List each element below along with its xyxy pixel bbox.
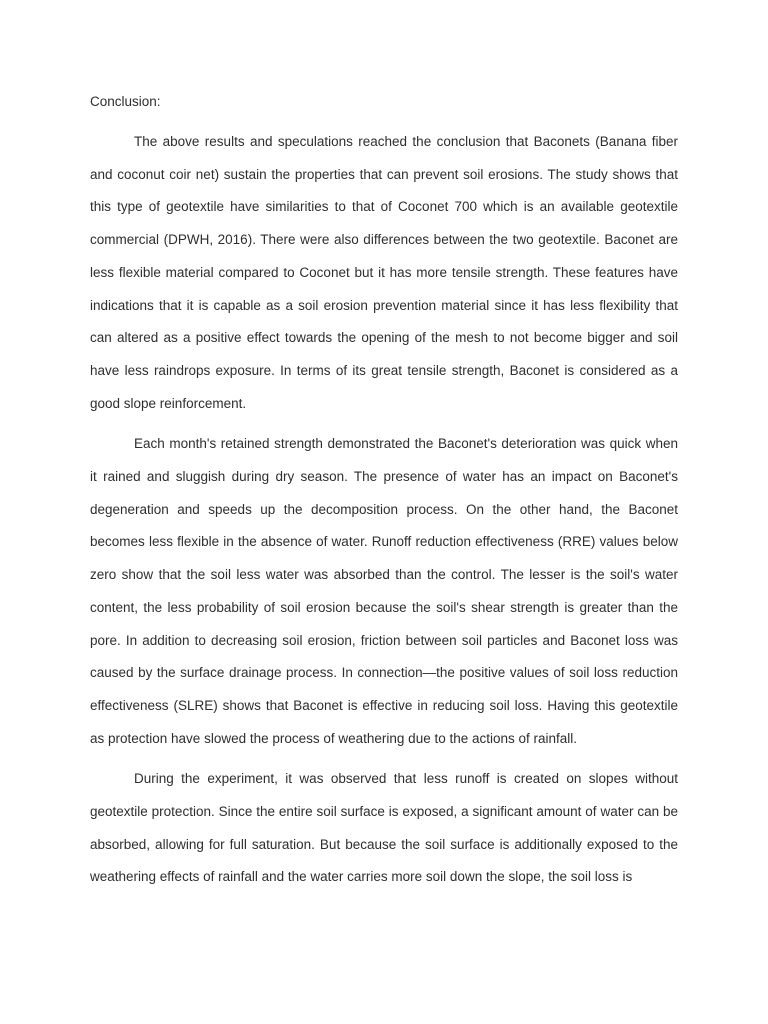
paragraph-3: During the experiment, it was observed that less runoff is created on slopes without geotextile protection. Since the entire soil surface is exposed, a significant amount of water can be absorbed, allowing for full saturation. But because the soil surface is additionally exposed to the weathering effects of rainfall and the water carries more soil down the slope, the soil loss is (90, 771, 678, 885)
section-heading: Conclusion: (90, 94, 161, 109)
document-body (90, 86, 678, 894)
paragraph-1: The above results and speculations reached the conclusion that Baconets (Banana fiber and coconut coir net) sustain the properties that can prevent soil erosions. The study shows that this type of geotextile have similarities to that of Coconet 700 which is an available geotextile commercial (DPWH, 2016). There were also differences between the two geotextile. Baconet are less flexible material compared to Coconet but it has more tensile strength. These features have indications that it is capable as a soil erosion prevention material since it has less flexibility that can altered as a positive effect towards the opening of the mesh to not become bigger and soil have less raindrops exposure. In terms of its great tensile strength, Baconet is considered as a good slope reinforcement. (90, 134, 678, 411)
paragraph-2: Each month's retained strength demonstrated the Baconet's deterioration was quick when it rained and sluggish during dry season. The presence of water has an impact on Baconet's degeneration and speeds up the decomposition process. On the other hand, the Baconet becomes less flexible in the absence of water. Runoff reduction effectiveness (RRE) values below zero show that the soil less water was absorbed than the control. The lesser is the soil's water content, the less probability of soil erosion because the soil's shear strength is greater than the pore. In addition to decreasing soil erosion, friction between soil particles and Baconet loss was caused by the surface drainage process. In connection—the positive values of soil loss reduction effectiveness (SLRE) shows that Baconet is effective in reducing soil loss. Having this geotextile as protection have slowed the process of weathering due to the actions of rainfall. (90, 436, 678, 746)
